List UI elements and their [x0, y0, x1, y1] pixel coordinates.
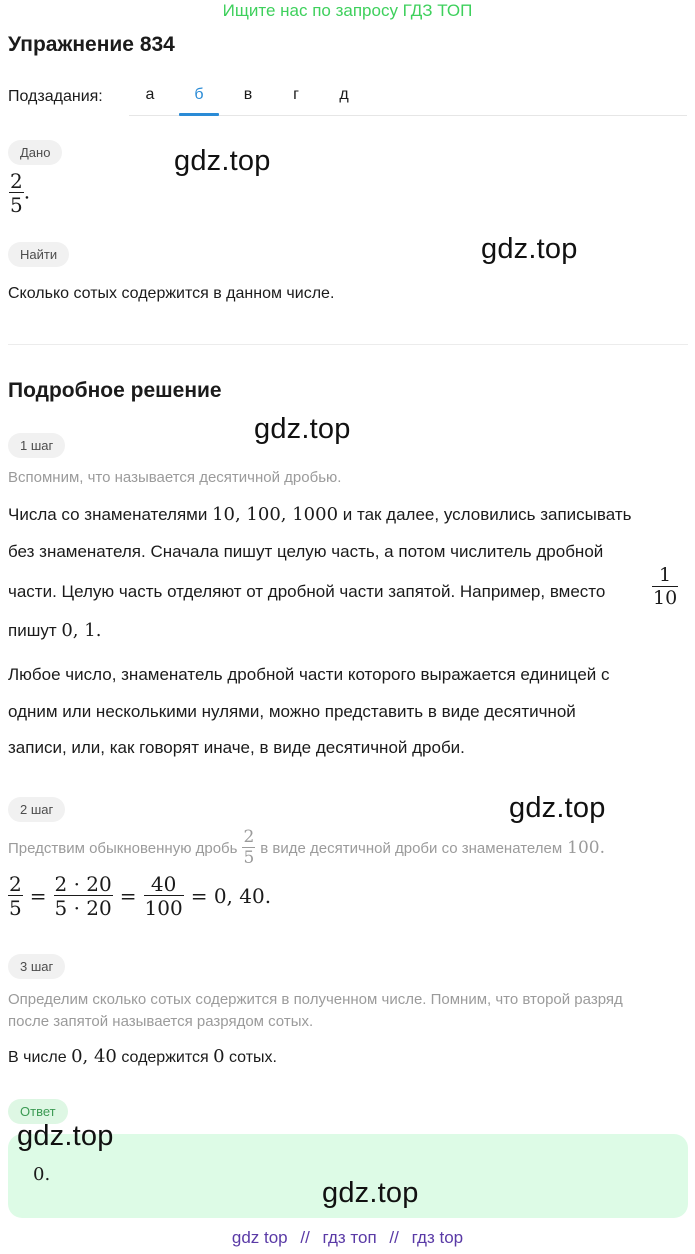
equation-result: = 0, 40.	[190, 884, 272, 908]
equals-sign: =	[29, 884, 47, 908]
fraction-denominator: 5	[10, 193, 23, 217]
step-3-hint-line-2: после запятой называется разрядом сотых.	[8, 1013, 314, 1030]
step-1-paragraph-2-line-2: одним или несколькими нулями, можно представить в виде десятичной	[8, 702, 576, 721]
step-3-text	[8, 1046, 277, 1067]
given-fraction	[9, 171, 30, 215]
fraction-one-tenth	[652, 566, 678, 608]
text-run: в виде десятичной дроби со знаменателем	[260, 839, 563, 857]
section-divider	[8, 344, 688, 345]
watermark: gdz.top	[481, 233, 578, 265]
find-badge: Найти	[8, 242, 69, 267]
fraction-numerator: 2	[9, 872, 22, 896]
watermark: gdz.top	[322, 1177, 419, 1209]
footer-link-gdz-top-mixed[interactable]: гдз top	[411, 1228, 464, 1247]
fraction-two-fifths	[242, 829, 255, 867]
footer-separator: //	[300, 1228, 310, 1247]
math-inline: 0	[213, 1046, 225, 1067]
search-banner: Ищите нас по запросу ГДЗ ТОП	[222, 1, 473, 20]
step-2-badge: 2 шаг	[8, 797, 65, 822]
equation-fraction-1	[8, 874, 23, 918]
fraction-denominator: 100	[144, 896, 183, 920]
fraction-denominator: 10	[653, 587, 678, 609]
exercise-title: Упражнение 834	[8, 33, 175, 56]
equals-sign: =	[119, 884, 137, 908]
math-inline: 0, 40	[71, 1046, 117, 1067]
answer-value: 0.	[33, 1164, 51, 1185]
math-inline: 0, 1.	[61, 620, 102, 641]
answer-badge: Ответ	[8, 1099, 68, 1124]
tab-a[interactable]: а	[145, 86, 155, 103]
step-1-hint: Вспомним, что называется десятичной дробью.	[8, 469, 342, 486]
watermark: gdz.top	[174, 145, 271, 177]
step-2-hint	[8, 829, 605, 867]
text-run: В числе	[8, 1049, 72, 1066]
step-1-paragraph-2-line-3: записи, или, как говорят иначе, в виде десятичной дроби.	[8, 738, 465, 757]
fraction-denominator: 5	[243, 848, 255, 868]
watermark: gdz.top	[509, 792, 606, 824]
find-text: Сколько сотых содержится в данном числе.	[8, 285, 335, 302]
text-run: сотых.	[224, 1049, 277, 1066]
footer-link-gdz-top[interactable]: gdz top	[231, 1228, 288, 1247]
math-inline: 100.	[567, 838, 606, 858]
active-tab-indicator	[179, 113, 219, 116]
step-3-badge: 3 шаг	[8, 954, 65, 979]
text-run: Предствим обыкновенную дробь	[8, 839, 238, 857]
fraction-denominator: 5	[9, 896, 22, 920]
text-run: Числа со знаменателями	[8, 505, 213, 524]
watermark: gdz.top	[254, 413, 351, 445]
step-3-hint-line-1: Определим сколько сотых содержится в полученном числе. Помним, что второй разряд	[8, 991, 623, 1008]
fraction-numerator: 1	[659, 564, 672, 586]
footer-links	[0, 1228, 695, 1248]
step-1-paragraph-1-line-3: части. Целую часть отделяют от дробной части запятой. Например, вместо	[8, 582, 606, 601]
footer-link-gdz-top-cyrillic[interactable]: гдз топ	[322, 1228, 377, 1247]
tab-v[interactable]: в	[243, 86, 253, 103]
tab-b[interactable]: б	[194, 86, 204, 103]
fraction-denominator: 5 · 20	[54, 896, 112, 920]
math-inline: 10, 100, 1000	[212, 504, 339, 525]
fraction-suffix: .	[23, 179, 31, 204]
equation-fraction-2	[54, 874, 113, 918]
subtasks-label: Подзадания:	[8, 88, 103, 105]
step-1-paragraph-1-line-2: без знаменателя. Сначала пишут целую часть, а потом числитель дробной	[8, 542, 604, 561]
step-1-badge: 1 шаг	[8, 433, 65, 458]
step-1-paragraph-1-line-4	[8, 612, 101, 649]
step-1-paragraph-1-line-1	[8, 496, 631, 533]
fraction-numerator: 40	[150, 872, 177, 896]
text-run: содержится	[116, 1049, 214, 1066]
solution-title: Подробное решение	[8, 379, 222, 402]
fraction-numerator: 2 · 20	[54, 872, 112, 896]
given-badge: Дано	[8, 140, 62, 165]
step-1-paragraph-2-line-1: Любое число, знаменатель дробной части которого выражается единицей с	[8, 665, 610, 684]
text-run: пишут	[8, 621, 62, 640]
fraction-numerator: 2	[10, 169, 23, 193]
equation-fraction-3	[144, 874, 184, 918]
footer-separator: //	[389, 1228, 399, 1247]
step-2-equation	[8, 874, 271, 918]
watermark: gdz.top	[17, 1120, 114, 1152]
tab-g[interactable]: г	[293, 86, 299, 103]
text-run: и так далее, условились записывать	[338, 505, 632, 524]
tab-d[interactable]: д	[339, 86, 349, 103]
fraction-numerator: 2	[243, 827, 255, 847]
